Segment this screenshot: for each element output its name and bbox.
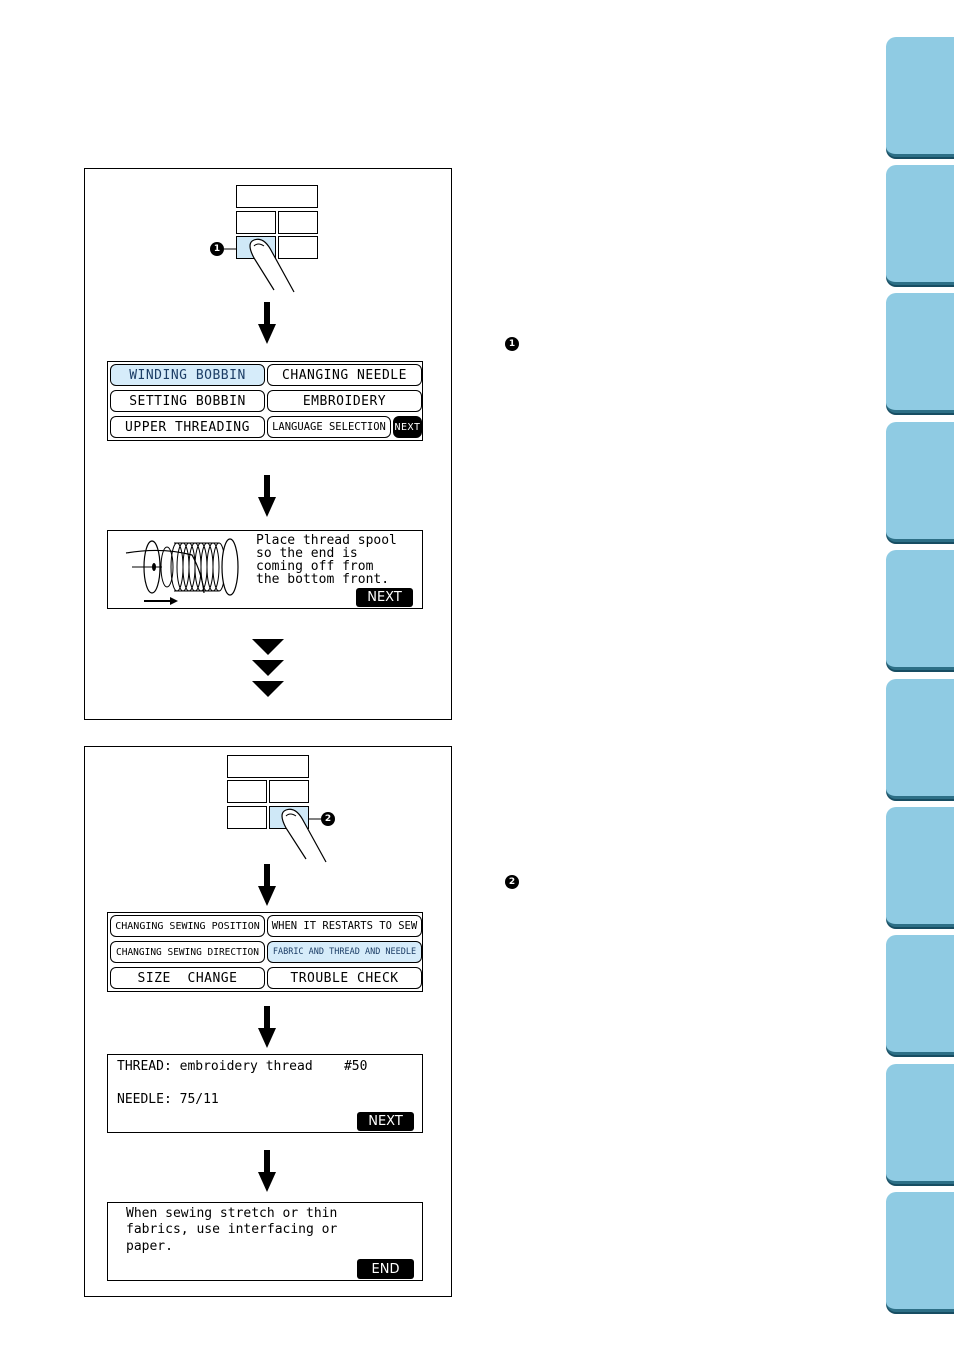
arrow2-down-2 (264, 1006, 270, 1030)
spool-instruction-screen (107, 530, 423, 609)
changing-sewing-position-button[interactable]: CHANGING SEWING POSITION (110, 915, 265, 937)
language-selection-button[interactable]: LANGUAGE SELECTION (267, 416, 391, 438)
upper-threading-button[interactable]: UPPER THREADING (110, 416, 265, 438)
needle-line: NEEDLE: 75/11 (117, 1092, 219, 1107)
continue-triangle-1 (252, 639, 284, 655)
changing-needle-button[interactable]: CHANGING NEEDLE (267, 364, 422, 386)
arrow-down-1 (264, 302, 270, 326)
when-it-restarts-button[interactable]: WHEN IT RESTARTS TO SEW (267, 915, 422, 937)
thread-next-button[interactable]: NEXT (357, 1112, 414, 1131)
finger-icon (250, 239, 294, 292)
thread-info-screen (107, 1054, 423, 1133)
spool-instruction-line-4: the bottom front. (256, 572, 390, 587)
body-marker-2: 2 (505, 875, 519, 889)
callout-2: 2 (321, 812, 335, 826)
end-info-screen (107, 1202, 423, 1281)
body-marker-1: 1 (505, 337, 519, 351)
size-change-button[interactable]: SIZE CHANGE (110, 967, 265, 989)
changing-sewing-direction-button[interactable]: CHANGING SEWING DIRECTION (110, 941, 265, 963)
spool-instruction-line-2: so the end is (256, 546, 358, 561)
arrow2-down-1 (264, 864, 270, 888)
thread-line: THREAD: embroidery thread #50 (117, 1059, 368, 1074)
callout-1: 1 (210, 242, 224, 256)
continue-triangle-2 (252, 660, 284, 676)
figure-1-drawings (84, 168, 452, 720)
end-button[interactable]: END (357, 1259, 414, 1279)
end-line-2: fabrics, use interfacing or (126, 1222, 338, 1237)
embroidery-button[interactable]: EMBROIDERY (267, 390, 422, 412)
arrow-down-2 (264, 475, 270, 499)
finger2-icon (282, 809, 326, 862)
thread-spool-icon (122, 537, 252, 607)
section-tab-5[interactable] (886, 550, 954, 670)
section-tab-9[interactable] (886, 1064, 954, 1184)
section-tab-2[interactable] (886, 165, 954, 285)
setting-bobbin-button[interactable]: SETTING BOBBIN (110, 390, 265, 412)
section-tab-10[interactable] (886, 1192, 954, 1312)
menu-next-button[interactable]: NEXT (393, 416, 422, 438)
continue-triangle-3 (252, 681, 284, 697)
section-tab-4[interactable] (886, 422, 954, 542)
section-tab-6[interactable] (886, 679, 954, 799)
spool-next-button[interactable]: NEXT (356, 588, 413, 607)
spool-instruction-line-3: coming off from (256, 559, 374, 574)
section-tab-3[interactable] (886, 293, 954, 413)
menu-screen-1 (107, 361, 423, 441)
end-line-3: paper. (126, 1239, 173, 1254)
arrow2-down-3 (264, 1150, 270, 1174)
section-tab-1[interactable] (886, 37, 954, 157)
menu-screen-2 (107, 912, 423, 992)
end-line-1: When sewing stretch or thin (126, 1206, 338, 1221)
fabric-thread-needle-button[interactable]: FABRIC AND THREAD AND NEEDLE (267, 941, 422, 963)
section-tab-8[interactable] (886, 935, 954, 1055)
spool-instruction-line-1: Place thread spool (256, 533, 397, 548)
section-tab-7[interactable] (886, 807, 954, 927)
trouble-check-button[interactable]: TROUBLE CHECK (267, 967, 422, 989)
winding-bobbin-button[interactable]: WINDING BOBBIN (110, 364, 265, 386)
